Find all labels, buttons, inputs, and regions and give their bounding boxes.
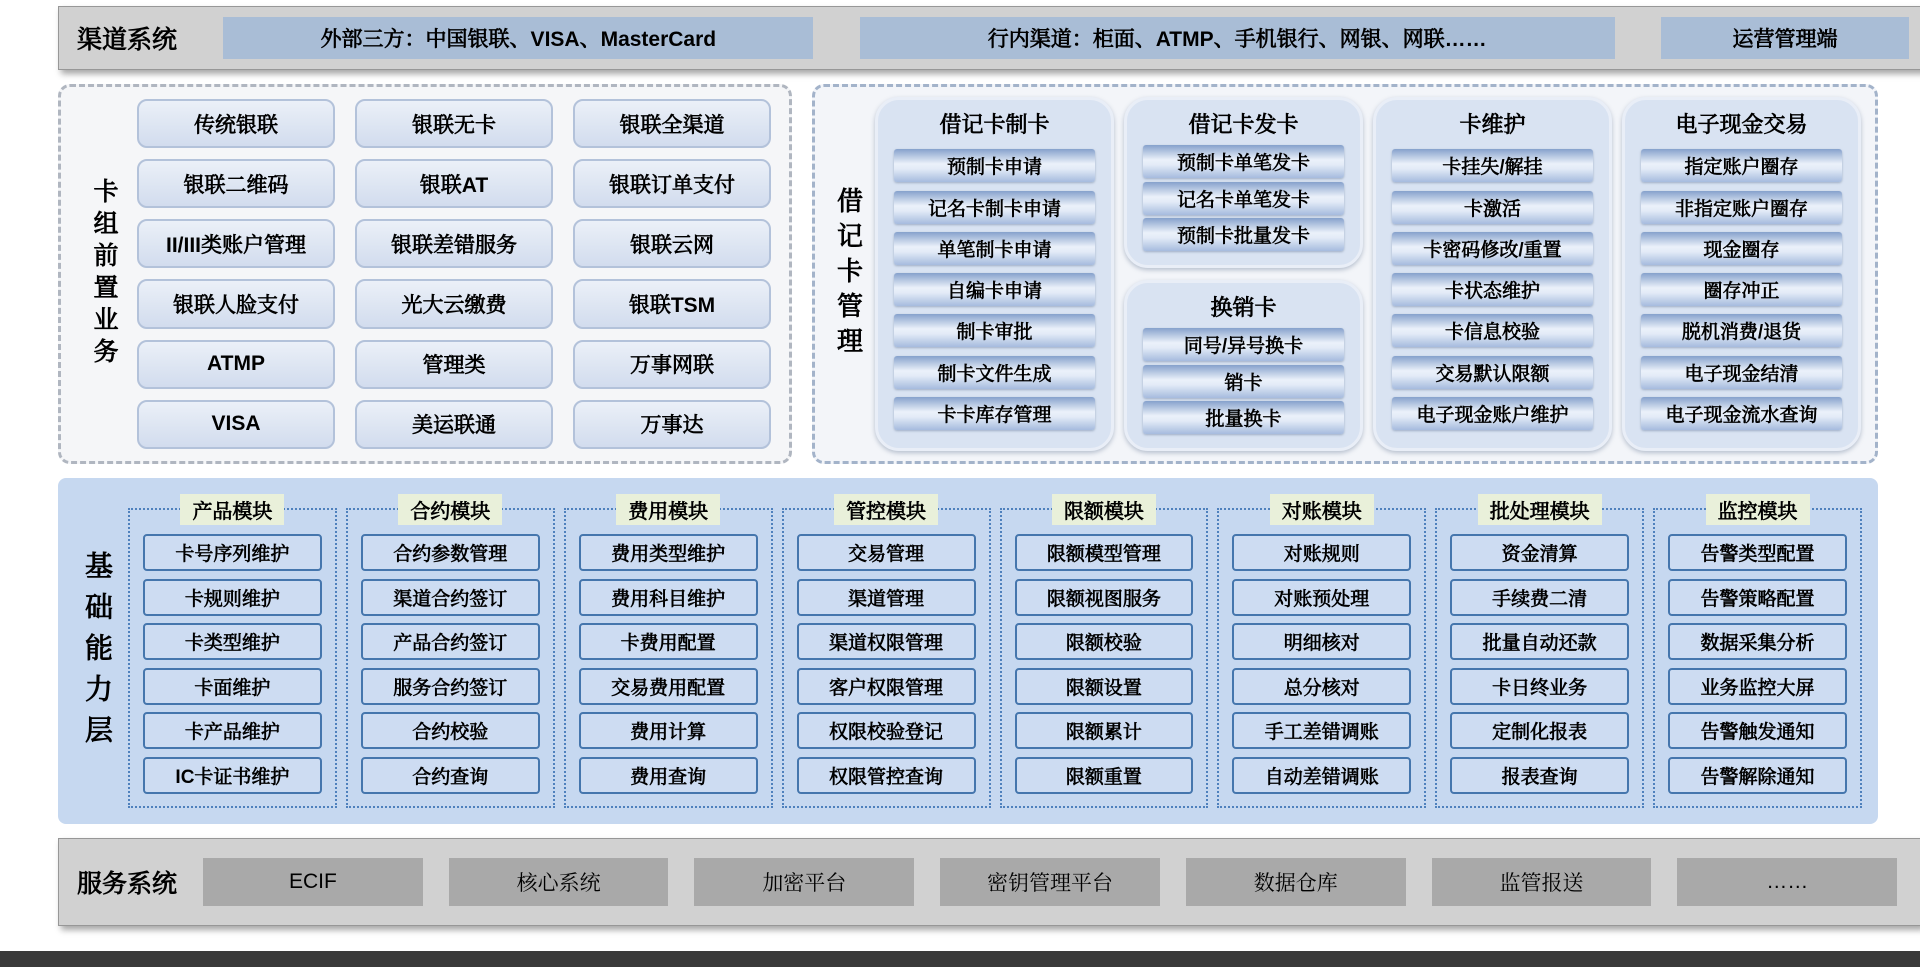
capability-item: 手工差错调账 [1232, 712, 1411, 749]
capability-item: 费用查询 [579, 757, 758, 794]
debit-card-label: 借记卡管理 [833, 186, 864, 362]
capability-module-title: 监控模块 [1706, 494, 1810, 525]
debit-group [875, 97, 1114, 451]
debit-group [1124, 280, 1363, 451]
card-front-item: ATMP [137, 340, 335, 389]
debit-group-title: 卡维护 [1459, 112, 1526, 137]
debit-column [1124, 97, 1363, 451]
capability-item: 明细核对 [1232, 623, 1411, 660]
debit-group-items [1143, 141, 1344, 255]
card-front-item: 银联人脸支付 [137, 279, 335, 328]
capability-module [1435, 501, 1644, 808]
capability-item: 业务监控大屏 [1668, 668, 1847, 705]
card-front-item: 光大云缴费 [355, 279, 553, 328]
capability-item: 告警策略配置 [1668, 579, 1847, 616]
capability-item: 限额设置 [1015, 668, 1194, 705]
service-box: 监管报送 [1432, 858, 1652, 906]
capability-item: 产品合约签订 [361, 623, 540, 660]
debit-card-columns [875, 97, 1861, 451]
capability-item: 权限管控查询 [797, 757, 976, 794]
capability-item: 费用计算 [579, 712, 758, 749]
card-front-item: 万事网联 [573, 340, 771, 389]
debit-group-items [894, 141, 1095, 438]
capability-module-title: 批处理模块 [1478, 494, 1602, 525]
debit-item: 电子现金结清 [1641, 356, 1842, 389]
capability-item: 告警解除通知 [1668, 757, 1847, 794]
capability-item: 卡产品维护 [143, 712, 322, 749]
card-front-panel [58, 84, 792, 464]
debit-group-title: 电子现金交易 [1675, 112, 1808, 137]
card-front-label: 卡组前置业务 [90, 178, 118, 370]
card-front-item: VISA [137, 400, 335, 449]
capability-module [782, 501, 991, 808]
debit-item: 卡卡库存管理 [894, 397, 1095, 430]
debit-item: 制卡文件生成 [894, 356, 1095, 389]
capability-module-title: 管控模块 [834, 494, 938, 525]
channel-box: 运营管理端 [1661, 17, 1909, 59]
bottom-divider [0, 951, 1920, 967]
capability-item: 服务合约签订 [361, 668, 540, 705]
debit-item: 卡信息校验 [1392, 314, 1593, 347]
debit-item: 卡激活 [1392, 191, 1593, 224]
capability-module [1653, 501, 1862, 808]
service-box: 加密平台 [694, 858, 914, 906]
debit-item: 指定账户圈存 [1641, 149, 1842, 182]
service-box: …… [1677, 858, 1897, 906]
capability-item: 告警类型配置 [1668, 534, 1847, 571]
card-front-item: 银联全渠道 [573, 99, 771, 148]
service-box: 核心系统 [449, 858, 669, 906]
debit-item: 预制卡单笔发卡 [1143, 145, 1344, 178]
capability-item: 资金清算 [1450, 534, 1629, 571]
debit-item: 预制卡批量发卡 [1143, 218, 1344, 251]
channel-system-bar [58, 6, 1920, 70]
card-front-item: 管理类 [355, 340, 553, 389]
card-front-item: 银联无卡 [355, 99, 553, 148]
debit-column [875, 97, 1114, 451]
channel-box: 外部三方：中国银联、VISA、MasterCard [223, 17, 813, 59]
card-front-item: 银联订单支付 [573, 159, 771, 208]
capability-module [346, 501, 555, 808]
debit-item: 非指定账户圈存 [1641, 191, 1842, 224]
capability-module [1000, 501, 1209, 808]
debit-item: 交易默认限额 [1392, 356, 1593, 389]
debit-item: 电子现金账户维护 [1392, 397, 1593, 430]
debit-column [1373, 97, 1612, 451]
debit-item: 制卡审批 [894, 314, 1095, 347]
debit-item: 同号/异号换卡 [1143, 328, 1344, 361]
capability-item: 限额模型管理 [1015, 534, 1194, 571]
capability-item: 费用类型维护 [579, 534, 758, 571]
capability-item: 限额累计 [1015, 712, 1194, 749]
debit-group-title: 借记卡发卡 [1188, 112, 1299, 137]
capability-item: 限额校验 [1015, 623, 1194, 660]
capability-module-title: 限额模块 [1052, 494, 1156, 525]
capability-item: 合约参数管理 [361, 534, 540, 571]
capability-module-title: 产品模块 [180, 494, 284, 525]
capability-item: 限额重置 [1015, 757, 1194, 794]
capability-module-title: 费用模块 [616, 494, 720, 525]
debit-item: 自编卡申请 [894, 273, 1095, 306]
service-system-boxes [203, 858, 1897, 906]
debit-item: 卡密码修改/重置 [1392, 232, 1593, 265]
card-front-grid [137, 99, 771, 449]
capability-item: 定制化报表 [1450, 712, 1629, 749]
debit-item: 批量换卡 [1143, 401, 1344, 434]
capability-module [564, 501, 773, 808]
debit-item: 脱机消费/退货 [1641, 314, 1842, 347]
service-system-label: 服务系统 [77, 870, 178, 898]
card-front-item: 美运联通 [355, 400, 553, 449]
capability-item: 渠道管理 [797, 579, 976, 616]
capability-item: 报表查询 [1450, 757, 1629, 794]
capability-item: 卡号序列维护 [143, 534, 322, 571]
capability-label: 基础能力层 [82, 550, 113, 756]
capability-item: 手续费二清 [1450, 579, 1629, 616]
debit-group [1622, 97, 1861, 451]
capability-module [128, 501, 337, 808]
debit-group-items [1143, 324, 1344, 438]
capability-modules [128, 498, 1862, 808]
capability-item: 告警触发通知 [1668, 712, 1847, 749]
channel-system-label: 渠道系统 [77, 26, 178, 54]
debit-item: 卡挂失/解挂 [1392, 149, 1593, 182]
capability-module-title: 合约模块 [398, 494, 502, 525]
capability-layer [58, 478, 1878, 824]
service-system-bar [58, 838, 1920, 926]
capability-item: 自动差错调账 [1232, 757, 1411, 794]
card-front-item: 银联AT [355, 159, 553, 208]
capability-item: 限额视图服务 [1015, 579, 1194, 616]
capability-item: 交易费用配置 [579, 668, 758, 705]
capability-item: 卡日终业务 [1450, 668, 1629, 705]
card-front-item: 银联差错服务 [355, 219, 553, 268]
service-box: 密钥管理平台 [940, 858, 1160, 906]
card-front-item: II/III类账户管理 [137, 219, 335, 268]
debit-card-panel [812, 84, 1878, 464]
capability-item: IC卡证书维护 [143, 757, 322, 794]
debit-item: 单笔制卡申请 [894, 232, 1095, 265]
debit-group-items [1392, 141, 1593, 438]
debit-item: 现金圈存 [1641, 232, 1842, 265]
debit-item: 预制卡申请 [894, 149, 1095, 182]
capability-module-title: 对账模块 [1270, 494, 1374, 525]
debit-item: 记名卡制卡申请 [894, 191, 1095, 224]
capability-item: 合约校验 [361, 712, 540, 749]
debit-item: 记名卡单笔发卡 [1143, 182, 1344, 215]
capability-module [1217, 501, 1426, 808]
debit-group [1373, 97, 1612, 451]
capability-item: 批量自动还款 [1450, 623, 1629, 660]
debit-item: 销卡 [1143, 365, 1344, 398]
capability-item: 卡规则维护 [143, 579, 322, 616]
debit-column [1622, 97, 1861, 451]
card-front-item: 万事达 [573, 400, 771, 449]
capability-item: 卡类型维护 [143, 623, 322, 660]
capability-item: 数据采集分析 [1668, 623, 1847, 660]
debit-group-title: 换销卡 [1210, 295, 1277, 320]
debit-item: 卡状态维护 [1392, 273, 1593, 306]
service-box: 数据仓库 [1186, 858, 1406, 906]
capability-item: 合约查询 [361, 757, 540, 794]
capability-item: 客户权限管理 [797, 668, 976, 705]
capability-item: 总分核对 [1232, 668, 1411, 705]
capability-item: 渠道权限管理 [797, 623, 976, 660]
debit-group [1124, 97, 1363, 268]
capability-item: 卡面维护 [143, 668, 322, 705]
card-front-item: 银联TSM [573, 279, 771, 328]
debit-item: 电子现金流水查询 [1641, 397, 1842, 430]
capability-item: 卡费用配置 [579, 623, 758, 660]
capability-item: 交易管理 [797, 534, 976, 571]
debit-item: 圈存冲正 [1641, 273, 1842, 306]
capability-item: 渠道合约签订 [361, 579, 540, 616]
debit-group-title: 借记卡制卡 [939, 112, 1050, 137]
debit-group-items [1641, 141, 1842, 438]
card-front-item: 银联云网 [573, 219, 771, 268]
capability-item: 对账预处理 [1232, 579, 1411, 616]
service-box: ECIF [203, 858, 423, 906]
channel-box: 行内渠道：柜面、ATMP、手机银行、网银、网联…… [860, 17, 1615, 59]
card-front-item: 银联二维码 [137, 159, 335, 208]
card-front-item: 传统银联 [137, 99, 335, 148]
capability-item: 对账规则 [1232, 534, 1411, 571]
capability-item: 权限校验登记 [797, 712, 976, 749]
capability-item: 费用科目维护 [579, 579, 758, 616]
